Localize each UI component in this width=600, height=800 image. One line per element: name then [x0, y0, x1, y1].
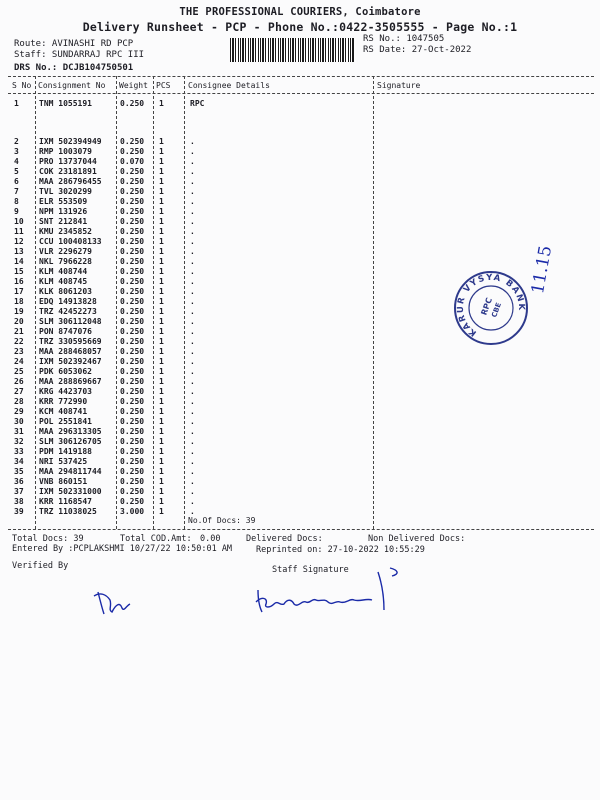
row-pcs: 1: [159, 337, 164, 346]
row-consignee: .: [190, 367, 195, 376]
table-row: [0, 377, 600, 387]
row-pcs: 1: [159, 147, 164, 156]
verified-by: Verified By: [12, 561, 69, 571]
row-consignment-no: KRR 772990: [39, 397, 88, 406]
row-pcs: 1: [159, 397, 164, 406]
table-row: [0, 217, 600, 227]
non-delivered-docs: Non Delivered Docs:: [368, 534, 466, 544]
table-row: [0, 167, 600, 177]
row-sno: 21: [14, 327, 24, 336]
row-consignee: .: [190, 247, 195, 256]
row-sno: 8: [14, 197, 19, 206]
row-sno: 11: [14, 227, 24, 236]
row-pcs: 1: [159, 157, 164, 166]
table-row: [0, 237, 600, 247]
table-row: [0, 197, 600, 207]
row-sno: 35: [14, 467, 24, 476]
row-pcs: 1: [159, 347, 164, 356]
row-consignee: .: [190, 227, 195, 236]
table-row: [0, 387, 600, 397]
row-sno: 25: [14, 367, 24, 376]
row-pcs: 1: [159, 467, 164, 476]
row-consignee: .: [190, 337, 195, 346]
row-weight: 0.250: [120, 237, 145, 246]
table-row: [0, 99, 600, 109]
table-row: [0, 187, 600, 197]
staff-signature-label: Staff Signature: [272, 565, 349, 575]
table-row: [0, 487, 600, 497]
row-sno: 39: [14, 507, 24, 516]
row-consignee: .: [190, 507, 195, 516]
row-weight: 0.250: [120, 437, 145, 446]
row-sno: 1: [14, 99, 19, 108]
row-pcs: 1: [159, 357, 164, 366]
row-consignment-no: KMU 2345852: [39, 227, 92, 236]
table-row: [0, 417, 600, 427]
row-consignment-no: KCM 408741: [39, 407, 88, 416]
row-sno: 20: [14, 317, 24, 326]
row-sno: 30: [14, 417, 24, 426]
row-consignment-no: MAA 288869667: [39, 377, 102, 386]
barcode-image: [230, 38, 355, 62]
table-row: [0, 247, 600, 257]
row-weight: 0.250: [120, 497, 145, 506]
row-sno: 3: [14, 147, 19, 156]
table-row: [0, 257, 600, 267]
row-weight: 0.250: [120, 397, 145, 406]
row-consignee: .: [190, 357, 195, 366]
row-sno: 18: [14, 297, 24, 306]
row-consignment-no: TRZ 11038025: [39, 507, 97, 516]
row-sno: 34: [14, 457, 24, 466]
row-weight: 0.250: [120, 317, 145, 326]
row-weight: 0.250: [120, 137, 145, 146]
row-consignment-no: IXM 502394949: [39, 137, 102, 146]
row-sno: 12: [14, 237, 24, 246]
row-pcs: 1: [159, 457, 164, 466]
row-pcs: 1: [159, 417, 164, 426]
row-sno: 29: [14, 407, 24, 416]
row-consignment-no: IXM 502331000: [39, 487, 102, 496]
row-consignment-no: EDQ 14913828: [39, 297, 97, 306]
total-cod-label: Total COD.Amt:: [120, 534, 192, 544]
table-row: [0, 357, 600, 367]
row-weight: 0.250: [120, 307, 145, 316]
row-consignee: .: [190, 197, 195, 206]
row-weight: 0.250: [120, 407, 145, 416]
row-weight: 0.250: [120, 447, 145, 456]
row-weight: 0.250: [120, 257, 145, 266]
row-pcs: 1: [159, 487, 164, 496]
row-consignee: .: [190, 217, 195, 226]
stamp-code: CBE: [490, 301, 504, 319]
row-sno: 14: [14, 257, 24, 266]
row-pcs: 1: [159, 287, 164, 296]
row-weight: 0.250: [120, 227, 145, 236]
stamp-bank-name: KARUR VYSYA BANK: [455, 272, 527, 338]
row-weight: 0.250: [120, 357, 145, 366]
row-consignee: .: [190, 457, 195, 466]
staff-label: Staff: SUNDARRAJ RPC III: [14, 50, 145, 60]
row-consignment-no: MAA 294811744: [39, 467, 102, 476]
row-weight: 0.250: [120, 297, 145, 306]
header-consignment: Consignment No: [38, 81, 106, 90]
table-row: [0, 397, 600, 407]
entered-by: Entered By :PCPLAKSHMI 10/27/22 10:50:01 AM: [12, 544, 233, 554]
row-weight: 0.250: [120, 377, 145, 386]
table-row: [0, 157, 600, 167]
row-weight: 0.250: [120, 267, 145, 276]
table-top-border: [8, 76, 594, 77]
row-consignee: .: [190, 347, 195, 356]
row-pcs: 1: [159, 207, 164, 216]
staff-signature: [250, 560, 420, 620]
row-consignee: .: [190, 177, 195, 186]
row-consignee: .: [190, 267, 195, 276]
row-sno: 33: [14, 447, 24, 456]
row-consignment-no: PRO 13737044: [39, 157, 97, 166]
row-consignee: .: [190, 387, 195, 396]
row-sno: 24: [14, 357, 24, 366]
row-consignee: .: [190, 467, 195, 476]
row-weight: 0.250: [120, 417, 145, 426]
table-row: [0, 227, 600, 237]
row-consignment-no: IXM 502392467: [39, 357, 102, 366]
row-consignment-no: ELR 553509: [39, 197, 88, 206]
row-pcs: 1: [159, 217, 164, 226]
row-weight: 0.250: [120, 147, 145, 156]
table-row: [0, 437, 600, 447]
row-weight: 0.250: [120, 347, 145, 356]
drs-number: DRS No.: DCJB104750501: [14, 63, 134, 73]
row-pcs: 1: [159, 297, 164, 306]
rs-date: RS Date: 27-Oct-2022: [363, 45, 472, 55]
no-of-docs: No.Of Docs: 39: [188, 516, 256, 525]
row-consignment-no: KLM 408744: [39, 267, 88, 276]
row-sno: 17: [14, 287, 24, 296]
row-weight: 0.250: [120, 247, 145, 256]
row-sno: 13: [14, 247, 24, 256]
table-row: [0, 137, 600, 147]
row-sno: 5: [14, 167, 19, 176]
row-sno: 23: [14, 347, 24, 356]
row-consignment-no: COK 23181891: [39, 167, 97, 176]
total-docs: Total Docs: 39: [12, 534, 84, 544]
header-signature: Signature: [377, 81, 421, 90]
row-pcs: 1: [159, 367, 164, 376]
row-sno: 6: [14, 177, 19, 186]
row-sno: 7: [14, 187, 19, 196]
row-pcs: 1: [159, 387, 164, 396]
row-consignment-no: TNM 1055191: [39, 99, 92, 108]
table-row: [0, 497, 600, 507]
table-row: [0, 457, 600, 467]
row-weight: 0.250: [120, 387, 145, 396]
table-bottom-border: [8, 529, 594, 530]
row-consignee: RPC: [190, 99, 205, 108]
row-sno: 36: [14, 477, 24, 486]
row-sno: 38: [14, 497, 24, 506]
row-weight: 0.250: [120, 277, 145, 286]
row-consignment-no: SLM 306126705: [39, 437, 102, 446]
row-pcs: 1: [159, 187, 164, 196]
row-pcs: 1: [159, 257, 164, 266]
row-consignee: .: [190, 147, 195, 156]
row-sno: 9: [14, 207, 19, 216]
row-pcs: 1: [159, 277, 164, 286]
svg-text:KARUR VYSYA BANK: [451, 268, 531, 348]
row-weight: 0.250: [120, 177, 145, 186]
table-row: [0, 347, 600, 357]
row-sno: 16: [14, 277, 24, 286]
row-consignee: .: [190, 277, 195, 286]
row-consignee: .: [190, 317, 195, 326]
row-consignee: .: [190, 407, 195, 416]
table-row: [0, 147, 600, 157]
row-consignee: .: [190, 297, 195, 306]
table-row: [0, 367, 600, 377]
header-pcs: PCS: [156, 81, 171, 90]
row-weight: 0.250: [120, 217, 145, 226]
row-consignee: .: [190, 377, 195, 386]
row-consignee: .: [190, 437, 195, 446]
row-consignment-no: KRG 4423703: [39, 387, 92, 396]
header-weight: Weight: [119, 81, 148, 90]
header-sno: S No: [12, 81, 32, 90]
rs-number: RS No.: 1047505: [363, 34, 445, 44]
row-consignment-no: PON 8747076: [39, 327, 92, 336]
table-row: [0, 467, 600, 477]
row-consignment-no: MAA 288468057: [39, 347, 102, 356]
row-consignment-no: MAA 286796455: [39, 177, 102, 186]
table-row: [0, 507, 600, 517]
row-consignee: .: [190, 497, 195, 506]
row-consignment-no: NPM 131926: [39, 207, 88, 216]
header-consignee: Consignee Details: [188, 81, 270, 90]
row-pcs: 1: [159, 237, 164, 246]
row-consignee: .: [190, 327, 195, 336]
row-pcs: 1: [159, 167, 164, 176]
row-weight: 0.250: [120, 187, 145, 196]
row-sno: 32: [14, 437, 24, 446]
row-consignment-no: TVL 3020299: [39, 187, 92, 196]
row-pcs: 1: [159, 407, 164, 416]
row-pcs: 1: [159, 507, 164, 516]
row-consignee: .: [190, 237, 195, 246]
row-consignment-no: POL 2551841: [39, 417, 92, 426]
row-consignment-no: VNB 860151: [39, 477, 88, 486]
row-pcs: 1: [159, 377, 164, 386]
row-pcs: 1: [159, 227, 164, 236]
row-consignee: .: [190, 287, 195, 296]
row-weight: 0.250: [120, 457, 145, 466]
row-sno: 15: [14, 267, 24, 276]
total-cod-value: 0.00: [200, 534, 221, 544]
row-consignee: .: [190, 137, 195, 146]
row-weight: 0.250: [120, 207, 145, 216]
row-consignee: .: [190, 477, 195, 486]
row-consignment-no: KRR 1168547: [39, 497, 92, 506]
row-pcs: 1: [159, 437, 164, 446]
row-pcs: 1: [159, 317, 164, 326]
row-weight: 0.250: [120, 467, 145, 476]
row-sno: 22: [14, 337, 24, 346]
row-consignee: .: [190, 417, 195, 426]
bank-stamp: [451, 268, 531, 348]
row-consignee: .: [190, 207, 195, 216]
route-label: Route: AVINASHI RD PCP: [14, 39, 134, 49]
delivered-docs: Delivered Docs:: [246, 534, 323, 544]
row-pcs: 1: [159, 307, 164, 316]
row-pcs: 1: [159, 177, 164, 186]
row-consignment-no: PDK 6053062: [39, 367, 92, 376]
row-pcs: 1: [159, 197, 164, 206]
row-consignee: .: [190, 427, 195, 436]
row-pcs: 1: [159, 247, 164, 256]
row-consignee: .: [190, 487, 195, 496]
row-sno: 31: [14, 427, 24, 436]
row-consignee: .: [190, 307, 195, 316]
row-pcs: 1: [159, 267, 164, 276]
row-consignment-no: TRZ 330595669: [39, 337, 102, 346]
row-consignment-no: MAA 296313305: [39, 427, 102, 436]
row-weight: 0.250: [120, 287, 145, 296]
row-consignee: .: [190, 187, 195, 196]
row-consignment-no: KLM 408745: [39, 277, 88, 286]
row-weight: 0.250: [120, 487, 145, 496]
stamp-branch: RPC: [479, 296, 495, 317]
row-pcs: 1: [159, 327, 164, 336]
row-consignment-no: SNT 212841: [39, 217, 88, 226]
row-weight: 0.250: [120, 477, 145, 486]
row-sno: 26: [14, 377, 24, 386]
row-sno: 19: [14, 307, 24, 316]
row-consignment-no: SLM 306112048: [39, 317, 102, 326]
row-consignee: .: [190, 157, 195, 166]
row-weight: 0.250: [120, 367, 145, 376]
row-weight: 0.250: [120, 427, 145, 436]
row-consignment-no: TRZ 42452273: [39, 307, 97, 316]
row-sno: 10: [14, 217, 24, 226]
row-consignment-no: KLK 8061203: [39, 287, 92, 296]
row-sno: 4: [14, 157, 19, 166]
row-consignee: .: [190, 447, 195, 456]
row-consignment-no: CCU 100408133: [39, 237, 102, 246]
row-consignment-no: RMP 1003079: [39, 147, 92, 156]
runsheet-subtitle: Delivery Runsheet - PCP - Phone No.:0422-3505555 - Page No.:1: [82, 20, 518, 34]
row-weight: 0.250: [120, 197, 145, 206]
table-row: [0, 407, 600, 417]
row-pcs: 1: [159, 477, 164, 486]
table-row: [0, 207, 600, 217]
row-weight: 3.000: [120, 507, 145, 516]
row-pcs: 1: [159, 447, 164, 456]
row-sno: 28: [14, 397, 24, 406]
reprinted-on: Reprinted on: 27-10-2022 10:55:29: [256, 545, 425, 555]
table-row: [0, 477, 600, 487]
row-pcs: 1: [159, 427, 164, 436]
table-row: [0, 177, 600, 187]
row-consignment-no: NKL 7966228: [39, 257, 92, 266]
row-weight: 0.250: [120, 167, 145, 176]
verifier-signature: [88, 582, 150, 622]
company-title: THE PROFESSIONAL COURIERS, Coimbatore: [179, 6, 421, 18]
row-consignee: .: [190, 167, 195, 176]
row-consignment-no: PDM 1419188: [39, 447, 92, 456]
row-sno: 2: [14, 137, 19, 146]
row-pcs: 1: [159, 137, 164, 146]
handwritten-time: 11.15: [528, 244, 557, 296]
row-consignment-no: VLR 2296279: [39, 247, 92, 256]
row-consignee: .: [190, 257, 195, 266]
row-weight: 0.250: [120, 327, 145, 336]
row-weight: 0.070: [120, 157, 145, 166]
row-sno: 27: [14, 387, 24, 396]
row-weight: 0.250: [120, 99, 145, 108]
table-header-border: [8, 93, 594, 94]
row-pcs: 1: [159, 497, 164, 506]
row-consignee: .: [190, 397, 195, 406]
row-pcs: 1: [159, 99, 164, 108]
row-weight: 0.250: [120, 337, 145, 346]
table-row: [0, 447, 600, 457]
row-consignment-no: NRI 537425: [39, 457, 88, 466]
row-sno: 37: [14, 487, 24, 496]
table-row: [0, 427, 600, 437]
